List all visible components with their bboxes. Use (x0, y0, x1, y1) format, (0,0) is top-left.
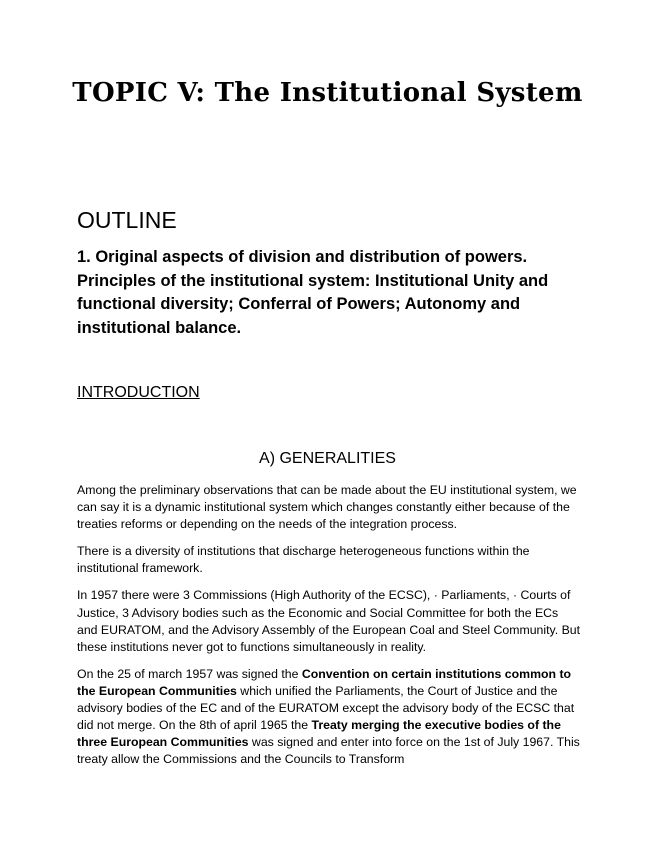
paragraph-4 (77, 666, 581, 769)
paragraph-4-text-3: was signed and enter into force on the 1st of July 1967. This treaty allow the Commissions and the Councils to Transform (77, 735, 580, 767)
convention-name: Convention on certain institutions common to the European Communities (77, 666, 572, 698)
paragraph-2: There is a diversity of institutions that discharge heterogeneous functions within the institutional framework. (77, 544, 530, 576)
outline-item-1: 1. Original aspects of division and distribution of powers. Principles of the institutional system: Institutional Unity and functional diversity; Conferral of Powers; Autonomy and institutional balance. (77, 248, 549, 337)
page-title: TOPIC V: The Institutional System (72, 78, 583, 108)
merger-treaty-name: Treaty merging the executive bodies of the three European Communities (77, 718, 561, 750)
paragraph-4-text-2: which unified the Parliaments, the Court of Justice and the advisory bodies of the EC and of the EURATOM except the advisory body of the ECSC that did not merge. On the 8th of april 1965 the (77, 683, 575, 733)
paragraph-3: In 1957 there were 3 Commissions (High Authority of the ECSC), · Parliaments, · Courts of Justice, 3 Advisory bodies such as the Economic and Social Committee for both the ECs and EURATOM, and the Advisory Assembly of the European Coal and Steel Community. But these institutions never got to functions simultaneously in reality. (77, 588, 581, 654)
paragraph-1: Among the preliminary observations that can be made about the EU institutional system, we can say it is a dynamic institutional system which changes constantly either because of the treaties reforms or depending on the needs of the integration process. (77, 483, 577, 532)
outline-heading: OUTLINE (77, 207, 177, 233)
generalities-body (77, 482, 581, 778)
generalities-heading: A) GENERALITIES (259, 450, 396, 467)
paragraph-4-text-1: On the 25 of march 1957 was signed the (77, 666, 302, 681)
introduction-heading: INTRODUCTION (77, 384, 200, 401)
